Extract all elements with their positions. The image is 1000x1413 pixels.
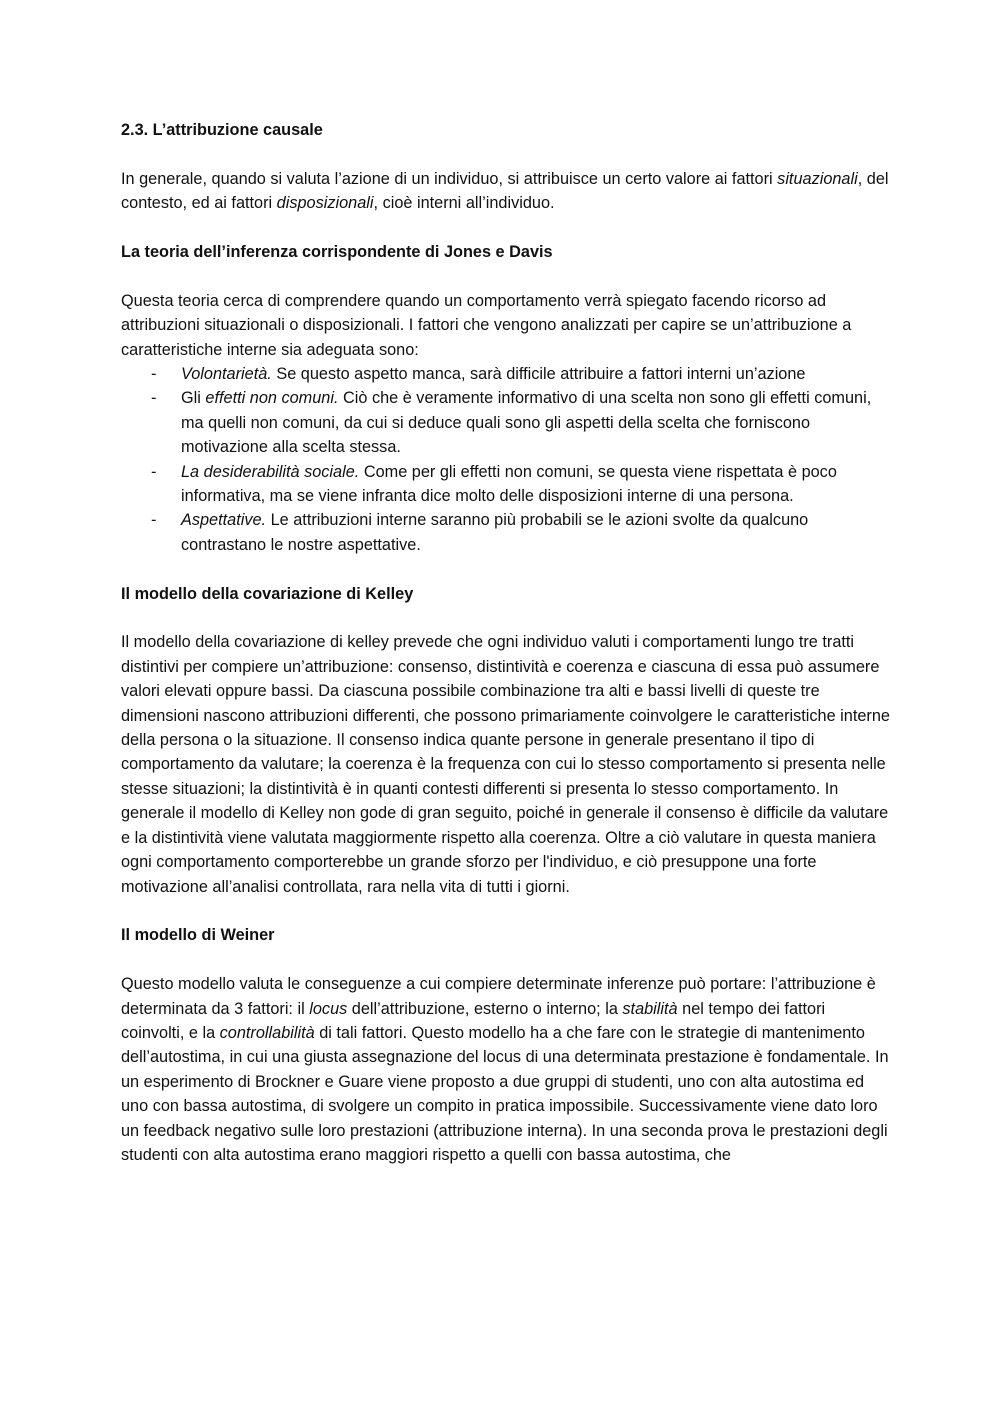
kelley-heading: Il modello della covariazione di Kelley bbox=[121, 584, 414, 603]
list-item-term: effetti non comuni. bbox=[205, 389, 339, 408]
list-item-text: Come per gli effetti non comuni, se questa viene rispettata è poco informativa, ma se viene infranta dice molto delle disposizioni interne di una persona. bbox=[181, 462, 837, 506]
weiner-text-1: Questo modello valuta le conseguenze a cui compiere determinate inferenze può portare: l’attribuzione è determinata da 3 fattori: il bbox=[121, 975, 876, 1018]
intro-emphasis-disposizionali: disposizionali bbox=[276, 194, 374, 213]
weiner-text-2: dell’attribuzione, esterno o interno; la bbox=[347, 999, 623, 1018]
list-dash: - bbox=[151, 365, 157, 384]
list-item-text: Le attribuzioni interne saranno più probabili se le azioni svolte da qualcuno contrastano le nostre aspettative. bbox=[181, 511, 809, 554]
list-dash: - bbox=[151, 462, 157, 481]
list-item-term: Volontarietà. bbox=[181, 365, 272, 384]
list-dash: - bbox=[151, 511, 157, 530]
list-item-term: La desiderabilità sociale. bbox=[181, 462, 360, 481]
list-item-prefix: Gli bbox=[181, 389, 206, 408]
jones-davis-paragraph: Questa teoria cerca di comprendere quando un comportamento verrà spiegato facendo ricorso ad attribuzioni situazionali o disposizionali. I fattori che vengono analizzati per capire se un’attribuzione a caratteristiche interne sia adeguata sono: bbox=[121, 291, 852, 359]
section-title: 2.3. L’attribuzione causale bbox=[121, 121, 323, 139]
intro-paragraph bbox=[121, 167, 890, 216]
list-item-text: Ciò che è veramente informativo di una scelta non sono gli effetti comuni, ma quelli non comuni, da cui si deduce quali sono gli aspetti della scelta che forniscono motivazione alla scelta stessa. bbox=[181, 389, 872, 457]
list-item bbox=[121, 386, 890, 459]
weiner-emphasis-stabilita: stabilità bbox=[622, 999, 678, 1018]
intro-text-1: In generale, quando si valuta l’azione di un individuo, si attribuisce un certo valore ai fattori bbox=[121, 169, 778, 188]
weiner-text-4: di tali fattori. Questo modello ha a che fare con le strategie di mantenimento dell’autostima, in cui una giusta assegnazione del locus di una determinata prestazione è fondamentale. In un esperimento di Brockner e Guare viene proposto a due gruppi di studenti, uno con alta autostima ed uno con bassa autostima, di svolgere un compito in pratica impossibile. Successivamente viene dato loro un feedback negativo sulle loro prestazioni (attribuzione interna). In una seconda prova le prestazioni degli studenti con alta autostima erano maggiori rispetto a quelli con bassa autostima, che bbox=[121, 1023, 889, 1164]
weiner-text-3: nel tempo dei fattori coinvolti, e la bbox=[121, 999, 826, 1042]
list-dash: - bbox=[151, 389, 157, 408]
jones-davis-factor-list bbox=[121, 362, 890, 557]
intro-emphasis-situazionali: situazionali bbox=[777, 169, 858, 188]
weiner-heading: Il modello di Weiner bbox=[121, 926, 275, 945]
weiner-emphasis-locus: locus bbox=[309, 999, 348, 1018]
weiner-paragraph bbox=[121, 972, 890, 1167]
weiner-emphasis-controllabilita: controllabilità bbox=[219, 1023, 315, 1042]
intro-text-3: , cioè interni all’individuo. bbox=[373, 194, 555, 213]
list-item bbox=[121, 362, 890, 386]
jones-davis-heading: La teoria dell’inferenza corrispondente di Jones e Davis bbox=[121, 243, 553, 261]
list-item bbox=[121, 508, 890, 557]
list-item bbox=[121, 460, 890, 509]
list-item-text: Se questo aspetto manca, sarà difficile attribuire a fattori interni un’azione bbox=[271, 365, 806, 384]
list-item-term: Aspettative. bbox=[181, 511, 267, 530]
kelley-paragraph: Il modello della covariazione di kelley prevede che ogni individuo valuti i comportamenti lungo tre tratti distintivi per compiere un’attribuzione: consenso, distintività e coerenza e ciascuna di essa può assumere valori elevati oppure bassi. Da ciascuna possibile combinazione tra alti e bassi livelli di queste tre dimensioni nascono attribuzioni differenti, che possono primariamente coinvolgere le caratteristiche interne della persona o la situazione. Il consenso indica quante persone in generale presentano il tipo di comportamento da valutare; la coerenza è la frequenza con cui lo stesso comportamento si presenta nelle stesse situazioni; la distintività è in quanti contesti differenti si presenta lo stesso comportamento. In generale il modello di Kelley non gode di gran seguito, poiché in generale il consenso è difficile da valutare e la distintività viene valutata maggiormente rispetto alla coerenza. Oltre a ciò valutare in questa maniera ogni comportamento comporterebbe un grande sforzo per l'individuo, e ciò presuppone una forte motivazione all’analisi controllata, rara nella vita di tutti i giorni. bbox=[121, 633, 890, 896]
intro-text-2: , del contesto, ed ai fattori bbox=[121, 169, 889, 213]
